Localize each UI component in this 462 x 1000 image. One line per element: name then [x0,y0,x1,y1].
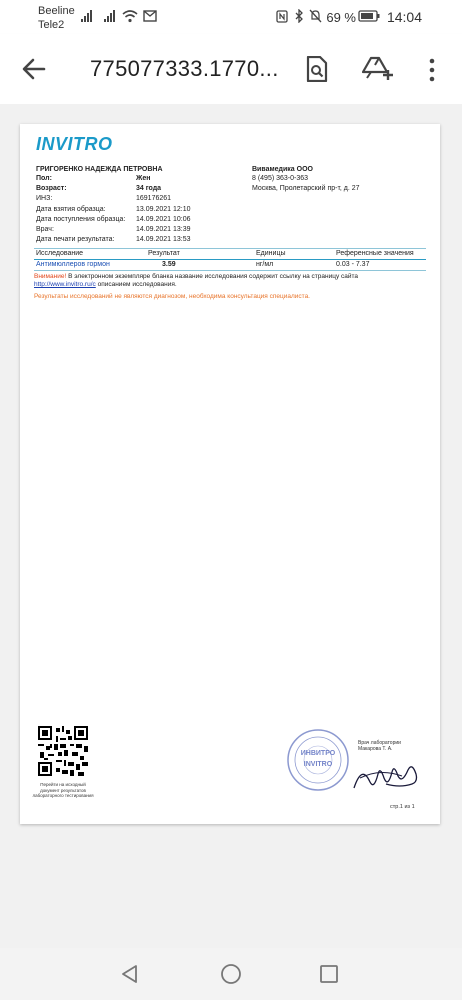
clinic-address: Москва, Пролетарский пр-т, д. 27 [252,185,360,192]
back-arrow-icon[interactable] [22,58,46,80]
page-number: стр.1 из 1 [390,804,415,810]
link-suffix: описанием исследования. [95,281,177,288]
signal-icon [80,9,94,23]
carrier-2: Tele2 [38,19,65,31]
result-reference: 0.03 - 7.37 [336,261,370,268]
qr-code[interactable] [38,726,88,776]
result-test-name[interactable]: Антимюллеров гормон [36,261,110,268]
table-top-rule [34,248,426,249]
header-reference: Референсные значения [336,250,414,257]
attention-text: В электронном экземпляре бланка название исследования содержит ссылку на страницу сайта [66,273,359,280]
doctor-value: 14.09.2021 13:39 [136,226,191,233]
received-date-label: Дата поступления образца: [36,216,126,223]
patient-name: ГРИГОРЕНКО НАДЕЖДА ПЕТРОВНА [36,166,163,173]
qr-caption-line-1: Перейти на исходный [40,782,86,787]
qr-caption [24,782,102,799]
nfc-icon [276,10,288,23]
header-test: Исследование [36,250,84,257]
stamp-text-2: INVITRO [303,761,333,768]
doctor-label: Врач: [36,226,54,233]
nav-recents-icon[interactable] [319,964,339,984]
battery-icon [358,10,380,22]
signature [350,754,422,794]
more-vert-icon[interactable] [428,58,436,82]
battery-percent: 69 % [326,10,356,25]
invitro-link[interactable]: http://www.invitro.ru/c [34,281,96,288]
age-value: 34 года [136,185,162,192]
attention-note [34,273,358,281]
status-bar [0,0,462,34]
toolbar [0,34,462,104]
status-time: 14:04 [386,9,422,25]
carrier-1: Beeline [38,5,75,17]
nav-back-icon[interactable] [120,964,140,984]
sex-label: Пол: [36,175,52,182]
qr-caption-line-2: документ результатов [40,787,86,793]
bluetooth-icon [294,9,304,23]
document-title: 775077333.1770... [90,56,279,81]
inz-label: ИНЗ: [36,195,53,202]
wifi-icon [122,9,138,23]
table-bottom-rule [34,270,426,271]
lab-stamp [286,728,350,792]
attention-link-line [34,281,177,289]
signal-icon-2 [103,9,117,23]
table-header-rule [34,259,426,260]
document-page [20,124,440,824]
sample-date-label: Дата взятия образца: [36,206,106,213]
header-units: Единицы [256,250,286,257]
navigation-bar [0,948,462,1000]
qr-caption-line-3: лабораторного тестирования [32,793,94,798]
drive-add-icon[interactable] [362,56,394,82]
nav-home-icon[interactable] [220,963,242,985]
document-search-icon[interactable] [306,56,328,82]
clinic-phone: 8 (495) 363-0-363 [252,175,309,182]
result-units: нг/мл [256,261,274,268]
header-result: Результат [148,250,180,257]
print-date-label: Дата печати результата: [36,236,115,243]
inz-value: 169176261 [136,195,172,202]
mute-icon [309,9,322,23]
invitro-logo: INVITRO [36,134,113,154]
sex-value: Жен [136,175,151,182]
disclaimer: Результаты исследований не являются диагнозом, необходима консультация специалиста. [34,293,310,300]
result-value: 3.59 [162,261,176,268]
stamp-text-1: ИНВИТРО [300,750,336,757]
lab-doctor-title: Врач лаборатории [358,740,401,746]
age-label: Возраст: [36,185,67,192]
received-date-value: 14.09.2021 10:06 [136,216,191,223]
lab-doctor-name: Макарова Т. А. [358,746,393,752]
clinic-name: Вивамедика ООО [252,166,313,173]
message-icon [143,10,157,22]
print-date-value: 14.09.2021 13:53 [136,236,191,243]
attention-label: Внимание! [34,273,67,280]
sample-date-value: 13.09.2021 12:10 [136,206,191,213]
